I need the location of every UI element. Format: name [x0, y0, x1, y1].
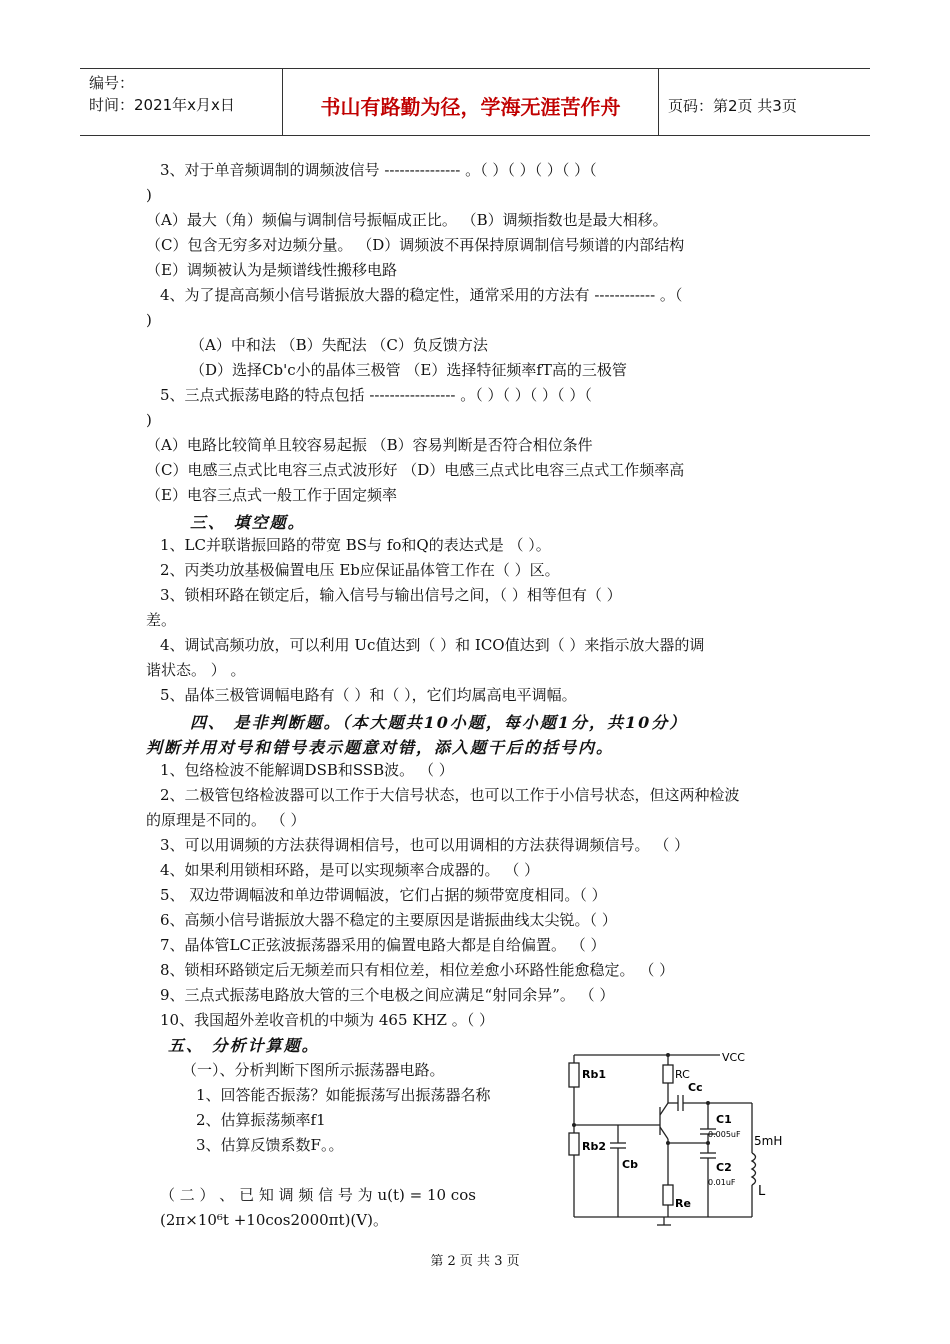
tf-item-2-cont: 的原理是不同的。 （ ）: [146, 811, 306, 829]
mc-q4-end: ): [146, 311, 152, 329]
fill-q4: 4、调试高频功放，可以利用 Uc值达到（ ）和 ICO值达到（ ）来指示放大器的调: [160, 636, 705, 654]
mc-q4: 4、为了提高高频小信号谐振放大器的稳定性，通常采用的方法有 ------------ 。（: [160, 286, 683, 304]
tf-item-7: 7、晶体管LC正弦波振荡器采用的偏置电路大都是自给偏置。 （ ）: [160, 936, 606, 954]
label-rc: RC: [675, 1068, 690, 1081]
header-meta: [80, 69, 283, 135]
true-false-instruction: 判断并用对号和错号表示题意对错，添入题干后的括号内。: [146, 738, 615, 757]
label-cb: Cb: [622, 1158, 638, 1171]
tf-item-9: 9、三点式振荡电路放大管的三个电极之间应满足“射同余异”。 （ ）: [160, 986, 615, 1004]
label-l: L: [758, 1184, 766, 1199]
motto: 书山有路勤为径，学海无涯苦作舟: [283, 69, 659, 135]
analysis-sub1-q3: 3、估算反馈系数F。。: [196, 1136, 344, 1154]
mc-q3-end: ): [146, 186, 152, 204]
circuit-node: [666, 1053, 670, 1057]
code-label: 编号：: [89, 74, 135, 92]
tf-item-4: 4、如果利用锁相环路，是可以实现频率合成器的。 （ ）: [160, 861, 540, 879]
tf-item-5: 5、 双边带调幅波和单边带调幅波，它们占据的频带宽度相同。（ ）: [160, 886, 607, 904]
section-true-false-title: 四、 是非判断题。（本大题共10小题，每小题1分，共10分）: [190, 713, 688, 732]
tf-item-8: 8、锁相环路锁定后无频差而只有相位差，相位差愈小环路性能愈稳定。 （ ）: [160, 961, 675, 979]
tf-item-6: 6、高频小信号谐振放大器不稳定的主要原因是谐振曲线太尖锐。（ ）: [160, 911, 617, 929]
mc-q5-end: ): [146, 411, 152, 429]
analysis-sub2-line1: （ 二 ） 、 已 知 调 频 信 号 为 u(t) = 10 cos: [160, 1186, 476, 1204]
fill-q5: 5、晶体三极管调幅电路有（ ）和（ ），它们均属高电平调幅。: [160, 686, 577, 704]
mc-q3: 3、对于单音频调制的调频波信号 --------------- 。（ ）（ ）（ ）（ ）（: [160, 161, 597, 179]
fill-q4-end: 谐状态。 ） 。: [146, 661, 246, 679]
label-re: Re: [675, 1197, 691, 1210]
tf-item-10: 10、我国超外差收音机的中频为 465 KHZ 。（ ）: [160, 1011, 495, 1029]
mc-q5-option-a: （A）电路比较简单且较容易起振 （B）容易判断是否符合相位条件: [146, 436, 593, 454]
label-c1: C1: [716, 1113, 732, 1126]
tf-item-1: 1、包络检波不能解调DSB和SSB波。 （ ）: [160, 761, 454, 779]
mc-q4-options-de: （D）选择Cb'c小的晶体三极管 （E）选择特征频率fT高的三极管: [190, 361, 627, 379]
mc-q5-option-e: （E）电容三点式一般工作于固定频率: [146, 486, 397, 504]
label-cc: Cc: [688, 1081, 703, 1094]
section-fill-blank-title: 三、 填空题。: [190, 513, 306, 532]
mc-q4-options-abc: （A）中和法 （B）失配法 （C）负反馈方法: [190, 336, 488, 354]
analysis-sub2-line2: (2π×10⁶t +10cos2000πt)(V)。: [160, 1211, 388, 1229]
label-c1-value: 0.005uF: [708, 1130, 741, 1139]
fill-q3-end: 差。: [146, 611, 177, 629]
circuit-node: [572, 1123, 576, 1127]
circuit-node: [666, 1141, 670, 1145]
analysis-sub1: （一）、分析判断下图所示振荡器电路。: [182, 1061, 445, 1079]
tf-item-3: 3、可以用调频的方法获得调相信号，也可以用调相的方法获得调频信号。 （ ）: [160, 836, 690, 854]
fill-q2: 2、丙类功放基极偏置电压 Eb应保证晶体管工作在（ ）区。: [160, 561, 560, 579]
page-number-label: 页码：第2页 共3页: [668, 96, 797, 115]
label-c2: C2: [716, 1161, 732, 1174]
oscillator-circuit-diagram: [560, 1045, 790, 1230]
label-c2-value: 0.01uF: [708, 1178, 736, 1187]
label-rb1: Rb1: [582, 1068, 606, 1081]
analysis-sub1-q2: 2、估算振荡频率f1: [196, 1111, 326, 1129]
page-header: [80, 68, 870, 136]
date-label: 时间：2021年x月x日: [89, 96, 235, 114]
mc-q5: 5、三点式振荡电路的特点包括 ----------------- 。（ ）（ ）（ ）（ ）（: [160, 386, 592, 404]
circuit-node: [706, 1101, 710, 1105]
label-rb2: Rb2: [582, 1140, 606, 1153]
analysis-sub1-q1: 1、回答能否振荡？如能振荡写出振荡器名称: [196, 1086, 491, 1104]
tf-item-2: 2、二极管包络检波器可以工作于大信号状态，也可以工作于小信号状态，但这两种检波: [160, 786, 740, 804]
mc-q3-option-c: （C）包含无穷多对边频分量。 （D）调频波不再保持原调制信号频谱的内部结构: [146, 236, 685, 254]
label-l-value: 5mH: [754, 1134, 783, 1148]
fill-q3: 3、锁相环路在锁定后，输入信号与输出信号之间，（ ）相等但有（ ）: [160, 586, 622, 604]
fill-q1: 1、LC并联谐振回路的带宽 BS与 fo和Q的表达式是 （ ）。: [160, 536, 551, 554]
circuit-node: [706, 1141, 710, 1145]
mc-q5-option-c: （C）电感三点式比电容三点式波形好 （D）电感三点式比电容三点式工作频率高: [146, 461, 685, 479]
page-footer: 第 2 页 共 3 页: [430, 1254, 520, 1269]
label-vcc: VCC: [722, 1051, 745, 1064]
mc-q3-option-e: （E）调频被认为是频谱线性搬移电路: [146, 261, 397, 279]
section-analysis-title: 五、 分析计算题。: [168, 1036, 320, 1055]
mc-q3-option-a: （A）最大（角）频偏与调制信号振幅成正比。 （B）调频指数也是最大相移。: [146, 211, 668, 229]
